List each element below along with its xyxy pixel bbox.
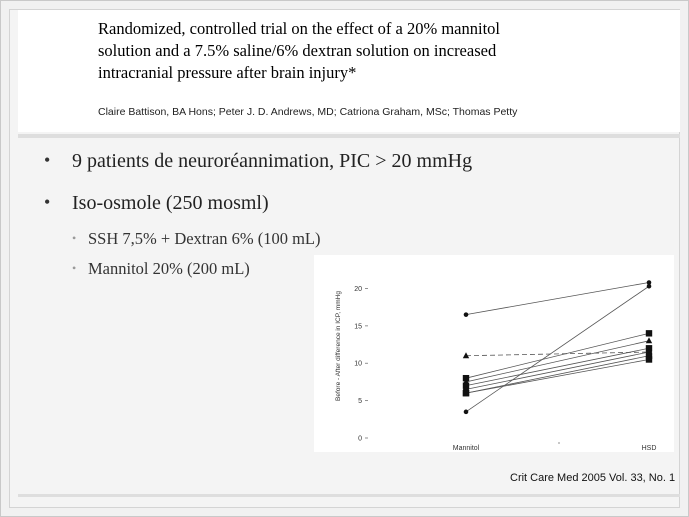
paper-title-line: solution and a 7.5% saline/6% dextran solution on increased <box>98 41 497 60</box>
icp-chart <box>314 255 674 452</box>
paper-title-line: intracranial pressure after brain injury* <box>98 63 357 82</box>
data-point-square <box>646 330 652 336</box>
bullet-glyph: • <box>44 150 51 170</box>
series-line <box>466 352 649 389</box>
data-point-triangle <box>646 337 652 343</box>
header-divider <box>18 134 680 138</box>
y-tick-label: 5 <box>358 398 362 406</box>
bullet-item <box>44 150 472 173</box>
y-tick-label: 20 <box>354 285 362 293</box>
bullet-text: Mannitol 20% (200 mL) <box>88 259 250 278</box>
x-tick-label: Mannitol <box>452 445 480 452</box>
y-axis-label: Before - After difference in ICP, mmHg <box>335 291 342 401</box>
paper-title-line: Randomized, controlled trial on the effect of a 20% mannitol <box>98 19 500 38</box>
bullet-glyph: • <box>72 231 77 245</box>
series-line <box>466 282 649 314</box>
bullet-glyph: • <box>44 192 51 212</box>
sub-bullet-item <box>72 259 250 279</box>
paper-title <box>98 18 578 84</box>
y-tick-label: 10 <box>354 360 362 368</box>
series-line <box>466 333 649 378</box>
x-tick-label: HSD <box>641 445 657 452</box>
data-point-circle <box>464 312 469 317</box>
sub-bullet-item <box>72 229 320 249</box>
bullet-glyph: • <box>72 261 77 275</box>
data-point-square <box>646 356 652 362</box>
data-point-circle <box>647 284 652 289</box>
y-tick-label: 15 <box>354 323 362 331</box>
icp-chart-panel <box>314 255 674 452</box>
slide-frame <box>9 9 680 508</box>
y-tick-label: 0 <box>358 435 362 443</box>
paper-authors: Claire Battison, BA Hons; Peter J. D. Andrews, MD; Catriona Graham, MSc; Thomas Petty <box>98 106 518 118</box>
data-point-square <box>463 390 469 396</box>
bullet-text: SSH 7,5% + Dextran 6% (100 mL) <box>88 229 321 248</box>
footer-divider <box>18 494 680 497</box>
bullet-text: 9 patients de neuroréannimation, PIC > 20 mmHg <box>72 150 473 172</box>
journal-citation: Crit Care Med 2005 Vol. 33, No. 1 <box>510 472 676 484</box>
paper-header <box>18 10 680 132</box>
data-point-triangle <box>463 352 469 358</box>
data-point-circle <box>464 410 469 415</box>
bullet-item <box>44 192 269 215</box>
series-line <box>466 286 649 412</box>
bullet-text: Iso-osmole (250 mosml) <box>72 192 269 214</box>
series-line <box>466 360 649 394</box>
